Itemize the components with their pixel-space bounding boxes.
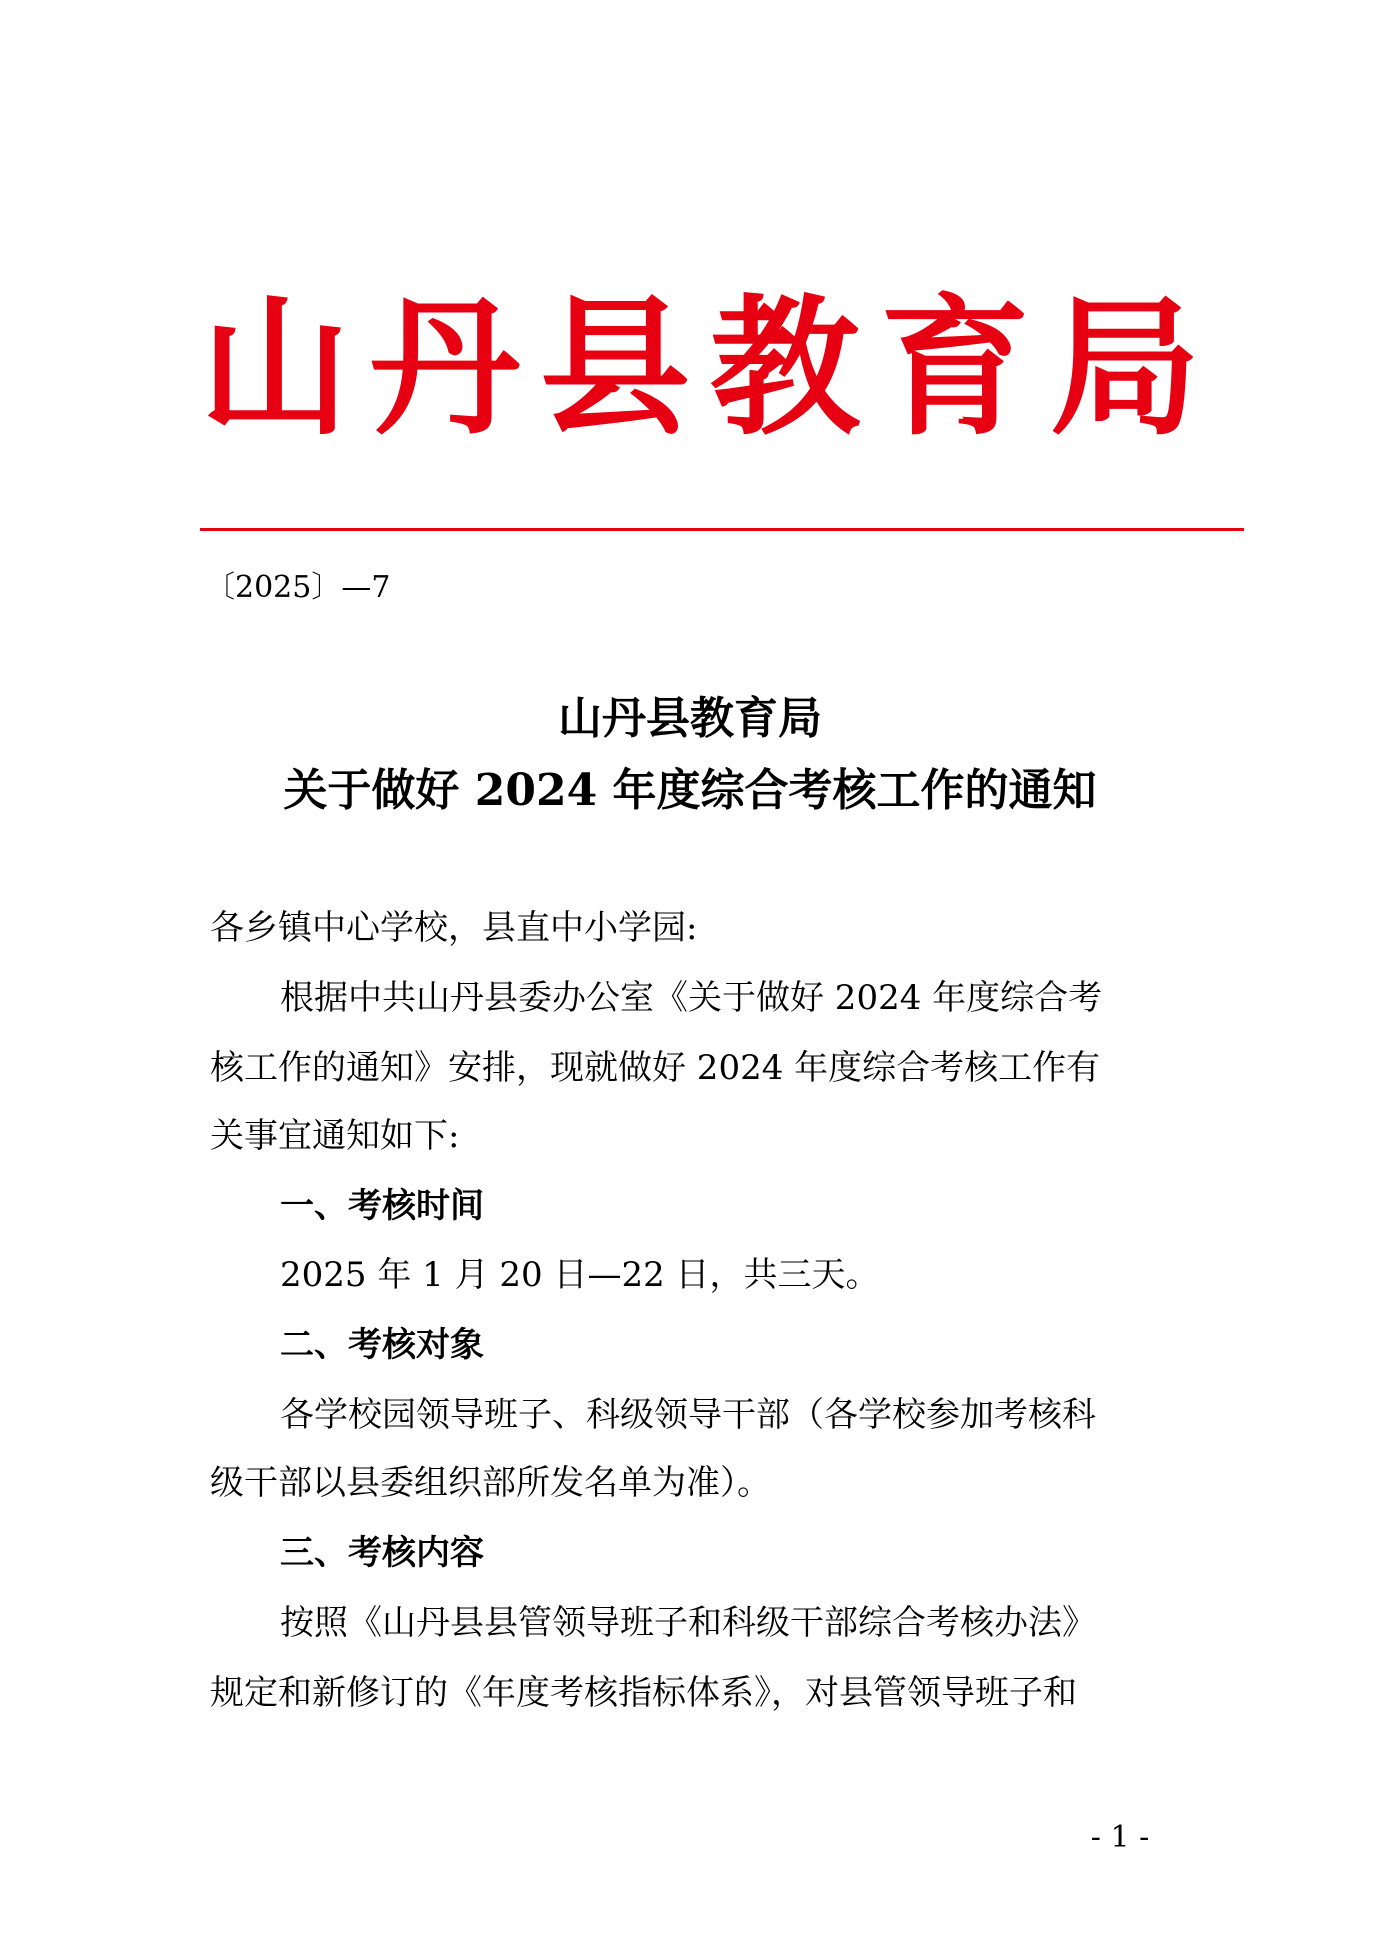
intro-line: 根据中共山丹县委办公室《关于做好 2024 年度综合考 xyxy=(280,978,1103,1018)
document-title-line-1: 山丹县教育局 xyxy=(558,693,822,744)
issuer-char: 教 xyxy=(709,280,860,456)
section-text-line: 各学校园领导班子、科级领导干部（各学校参加考核科 xyxy=(280,1395,1096,1435)
issuer-char: 县 xyxy=(539,280,690,456)
page-number: - 1 - xyxy=(1090,1820,1150,1855)
salutation: 各乡镇中心学校，县直中小学园: xyxy=(210,908,698,948)
document-number: 〔2025〕—7 xyxy=(205,570,391,605)
issuer-char: 丹 xyxy=(369,280,520,456)
issuer-char: 育 xyxy=(879,280,1030,456)
section-heading-targets: 二、考核对象 xyxy=(280,1325,484,1365)
issuer-char: 局 xyxy=(1049,280,1200,456)
section-heading-time: 一、考核时间 xyxy=(280,1186,484,1226)
issuer-masthead xyxy=(200,268,1200,468)
intro-line: 核工作的通知》安排，现就做好 2024 年度综合考核工作有 xyxy=(210,1048,1101,1088)
red-separator-line xyxy=(200,528,1244,531)
section-text-line: 级干部以县委组织部所发名单为准）。 xyxy=(210,1463,771,1503)
section-heading-content: 三、考核内容 xyxy=(280,1533,484,1573)
document-title-line-2: 关于做好 2024 年度综合考核工作的通知 xyxy=(283,765,1097,816)
section-text-line: 规定和新修订的《年度考核指标体系》，对县管领导班子和 xyxy=(210,1673,1077,1713)
intro-line: 关事宜通知如下: xyxy=(210,1116,460,1156)
issuer-char: 山 xyxy=(200,280,351,456)
section-text-line: 2025 年 1 月 20 日—22 日，共三天。 xyxy=(280,1255,880,1295)
section-text-line: 按照《山丹县县管领导班子和科级干部综合考核办法》 xyxy=(280,1603,1096,1643)
